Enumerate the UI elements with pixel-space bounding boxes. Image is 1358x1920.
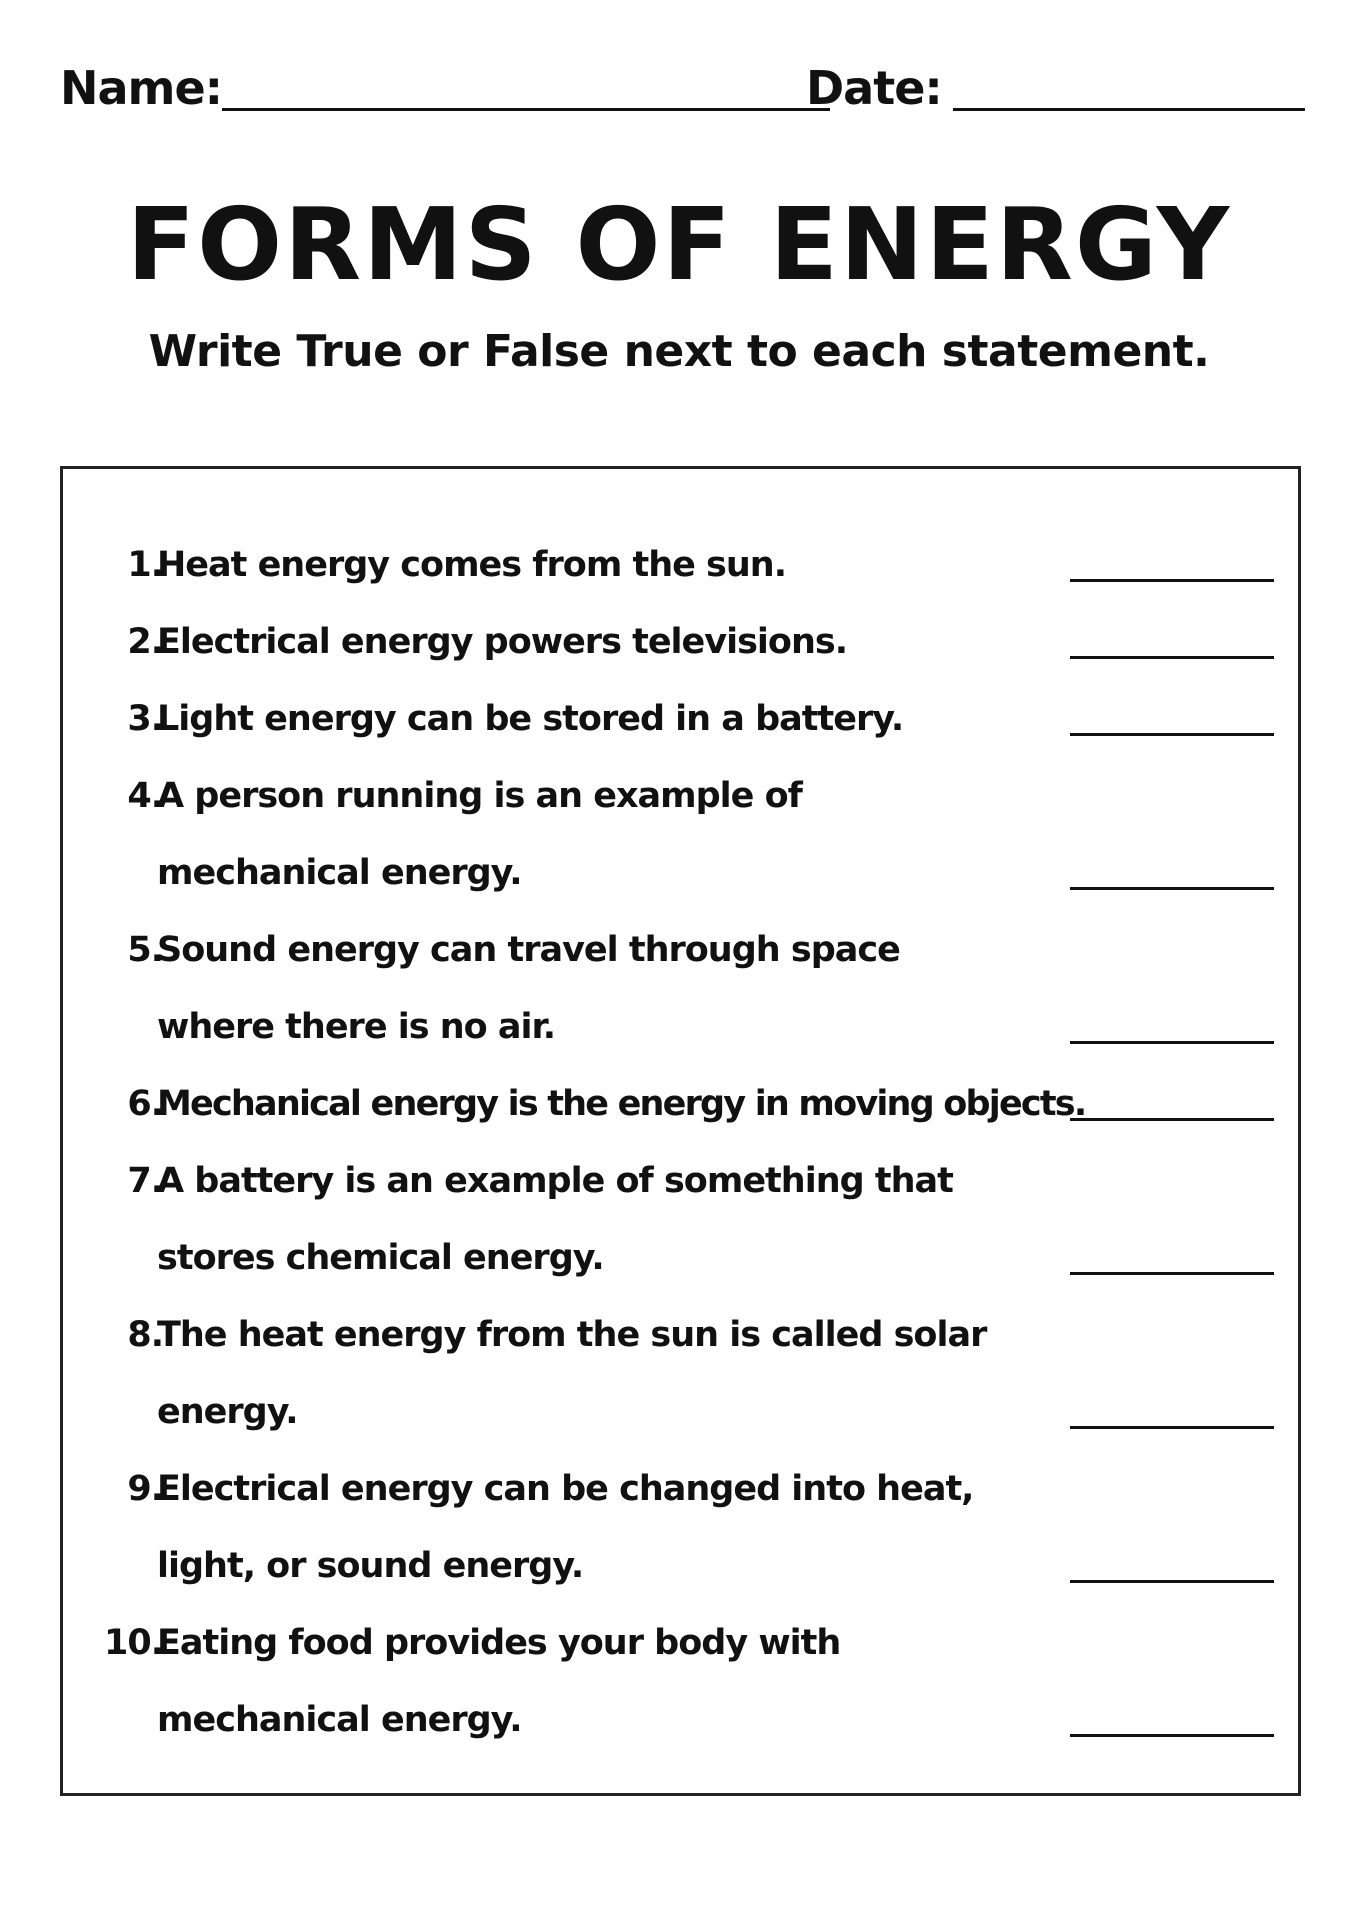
question-number: 10. — [103, 1623, 163, 1663]
answer-blank[interactable] — [1070, 1118, 1274, 1121]
page-title: FORMS OF ENERGY — [126, 186, 1232, 303]
question-text: Electrical energy powers televisions. — [157, 622, 848, 662]
name-label: Name: — [60, 61, 223, 115]
question-text: Eating food provides your body with mechanical energy. — [157, 1623, 841, 1740]
date-label: Date: — [806, 61, 942, 115]
question-item — [63, 758, 1298, 912]
question-item — [63, 1451, 1298, 1605]
question-number: 3. — [127, 699, 163, 739]
question-list — [63, 527, 1298, 1759]
question-number: 9. — [127, 1469, 163, 1509]
question-item — [63, 1605, 1298, 1759]
question-text: A person running is an example of mechanical energy. — [157, 776, 802, 893]
answer-blank[interactable] — [1070, 1580, 1274, 1583]
question-number: 6. — [127, 1084, 163, 1124]
question-number: 4. — [127, 776, 163, 816]
answer-blank[interactable] — [1070, 733, 1274, 736]
question-item — [63, 912, 1298, 1066]
question-item — [63, 1297, 1298, 1451]
question-number: 2. — [127, 622, 163, 662]
name-blank[interactable] — [222, 108, 830, 111]
question-text: The heat energy from the sun is called solar energy. — [157, 1315, 987, 1432]
question-item — [63, 604, 1298, 681]
question-text: Heat energy comes from the sun. — [157, 545, 787, 585]
answer-blank[interactable] — [1070, 1426, 1274, 1429]
answer-blank[interactable] — [1070, 579, 1274, 582]
answer-blank[interactable] — [1070, 1041, 1274, 1044]
question-number: 7. — [127, 1161, 163, 1201]
answer-blank[interactable] — [1070, 1272, 1274, 1275]
question-text: Electrical energy can be changed into heat, light, or sound energy. — [157, 1469, 974, 1586]
question-text: A battery is an example of something that stores chemical energy. — [157, 1161, 953, 1278]
date-blank[interactable] — [953, 108, 1305, 111]
question-item — [63, 681, 1298, 758]
question-number: 1. — [127, 545, 163, 585]
answer-blank[interactable] — [1070, 1734, 1274, 1737]
question-text: Sound energy can travel through space where there is no air. — [157, 930, 900, 1047]
question-text: Mechanical energy is the energy in moving objects. — [157, 1084, 1086, 1124]
question-item — [63, 527, 1298, 604]
name-date-header — [60, 58, 1305, 128]
question-text: Light energy can be stored in a battery. — [157, 699, 904, 739]
answer-blank[interactable] — [1070, 887, 1274, 890]
answer-blank[interactable] — [1070, 656, 1274, 659]
question-box — [60, 466, 1301, 1796]
question-item — [63, 1066, 1298, 1143]
question-item — [63, 1143, 1298, 1297]
question-number: 8. — [127, 1315, 163, 1355]
instructions: Write True or False next to each statement. — [148, 326, 1210, 377]
question-number: 5. — [127, 930, 163, 970]
